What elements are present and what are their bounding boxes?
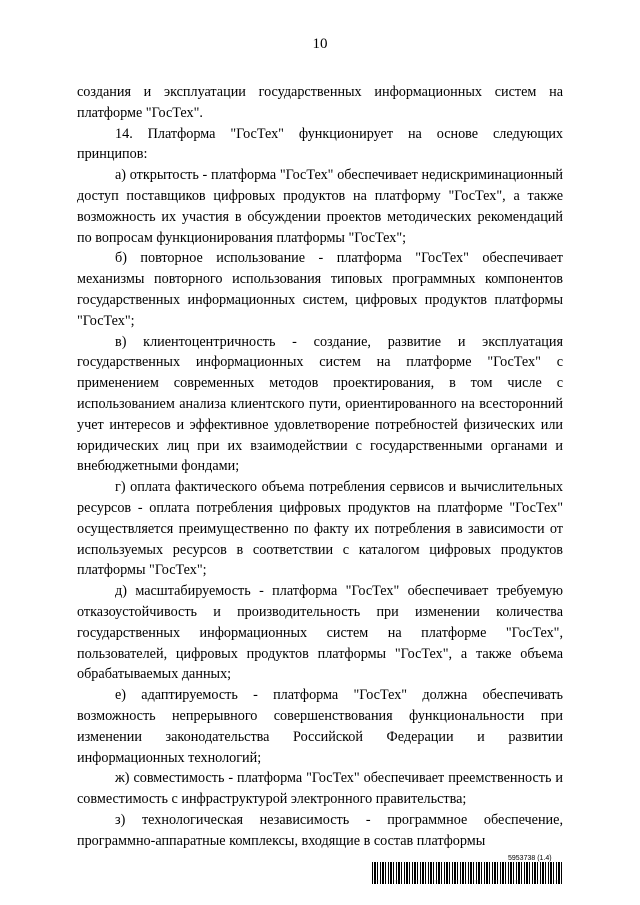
document-body (77, 82, 563, 851)
paragraph-item-14: 14. Платформа "ГосТех" функционирует на основе следующих принципов: (77, 125, 563, 163)
paragraph-item-z: з) технологическая независимость - программное обеспечение, программно-аппаратные комплексы, входящие в состав платформы (77, 811, 563, 849)
paragraph-item-a: а) открытость - платформа "ГосТех" обеспечивает недискриминационный доступ поставщиков цифровых продуктов на платформу "ГосТех", а также возможность их участия в обсуждении проектов методических рекомендаций по вопросам функционирования платформы "ГосТех"; (77, 167, 563, 246)
paragraph-item-g: г) оплата фактического объема потребления сервисов и вычислительных ресурсов - оплата потребления цифровых продуктов на платформе "ГосТех" осуществляется преимущественно по факту их потребления в зависимости от используемых ресурсов в соответствии с каталогом цифровых продуктов платформы "ГосТех"; (77, 479, 563, 579)
paragraph-item-e: е) адаптируемость - платформа "ГосТех" должна обеспечивать возможность непрерывного совершенствования функциональности при изменении законодательства Российской Федерации и развитии информационных технологий; (77, 687, 563, 766)
paragraph-item-v: в) клиентоцентричность - создание, развитие и эксплуатация государственных информационных систем на платформе "ГосТех" с применением современных методов проектирования, в том числе с использованием анализа клиентского пути, ориентированного на всесторонний учет интересов и эффективное удовлетворение потребностей физических или юридических лиц при их взаимодействии с государственными органами и внебюджетными фондами; (77, 333, 563, 475)
paragraph-item-zh: ж) совместимость - платформа "ГосТех" обеспечивает преемственность и совместимость с инфраструктурой электронного правительства; (77, 770, 563, 808)
paragraph-item-d: д) масштабируемость - платформа "ГосТех" обеспечивает требуемую отказоустойчивость и производительность при изменении количества государственных информационных систем на платформе "ГосТех", пользователей, цифровых продуктов платформы "ГосТех", а также объема обрабатываемых данных; (77, 583, 563, 683)
paragraph-continuation: создания и эксплуатации государственных информационных систем на платформе "ГосТех". (77, 84, 563, 121)
document-code: 5953738 (1.4) (508, 855, 552, 862)
paragraph-item-b: б) повторное использование - платформа "ГосТех" обеспечивает механизмы повторного использования типовых программных компонентов государственных информационных систем, цифровых продуктов платформы "ГосТех"; (77, 250, 563, 329)
page-number: 10 (312, 36, 328, 52)
barcode-icon (372, 862, 564, 884)
